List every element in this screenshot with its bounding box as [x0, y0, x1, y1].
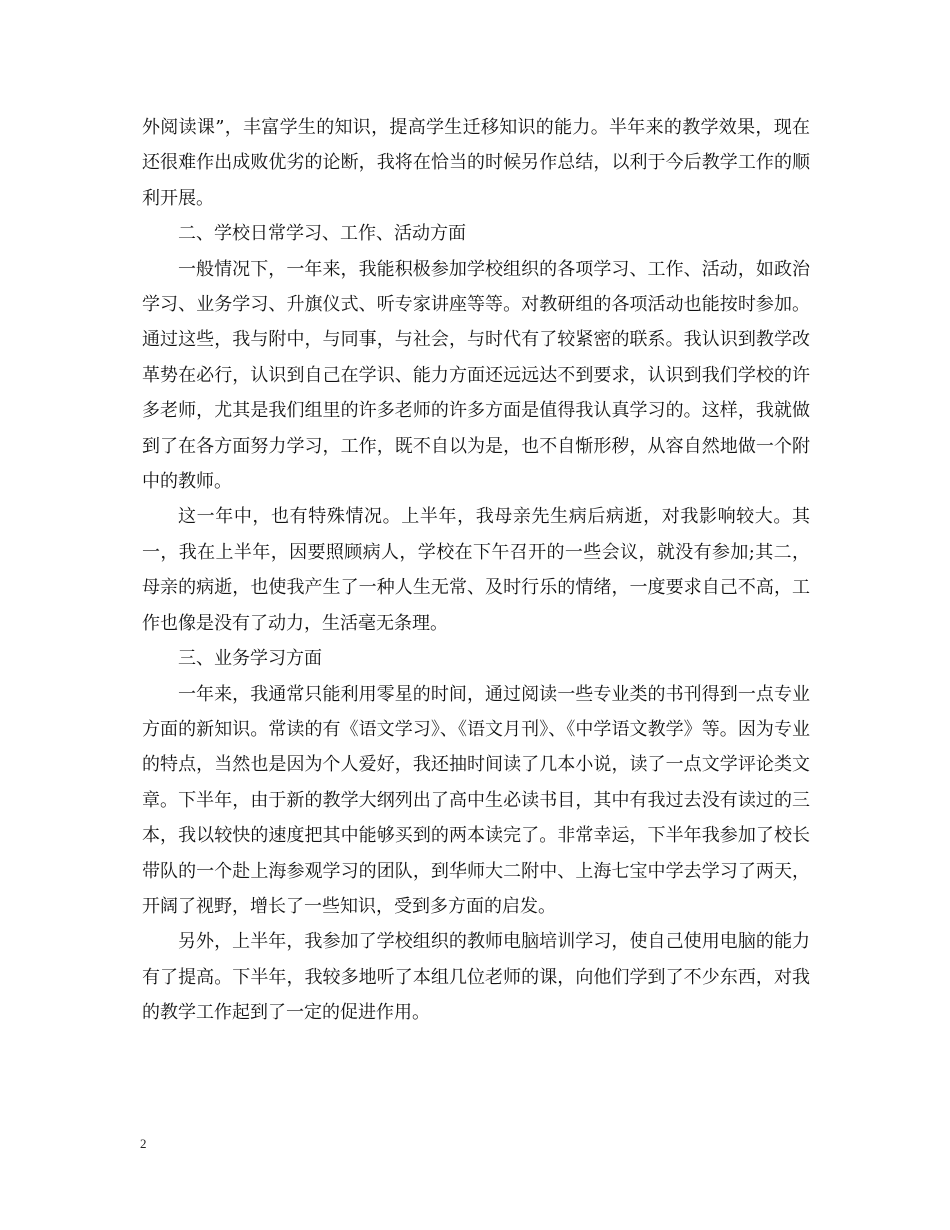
page-number: 2: [140, 1136, 147, 1151]
paragraph-additional-training: 另外，上半年，我参加了学校组织的教师电脑培训学习，使自己使用电脑的能力有了提高。下半年，我较多地听了本组几位老师的课，向他们学到了不少东西，对我的教学工作起到了一定的促进作用。: [142, 931, 810, 1024]
paragraph-professional-study: 一年来，我通常只能利用零星的时间，通过阅读一些专业类的书刊得到一点专业方面的新知识。常读的有《语文学习》、《语文月刊》、《中学语文教学》等。因为专业的特点，当然也是因为个人爱好，我还抽时间读了几本小说，读了一点文学评论类文章。下半年，由于新的教学大纲列出了高中生必读书目，其中有我过去没有读过的三本，我以较快的速度把其中能够买到的两本读完了。非常幸运，下半年我参加了校长带队的一个赴上海参观学习的团队，到华师大二附中、上海七宝中学去学习了两天，开阔了视野，增长了一些知识，受到多方面的启发。: [142, 683, 810, 917]
section-heading-professional-study: 三、业务学习方面: [178, 648, 322, 670]
page-body: [142, 110, 810, 1031]
paragraph-special-situation: 这一年中，也有特殊情况。上半年，我母亲先生病后病逝，对我影响较大。其一，我在上半年，因要照顾病人，学校在下午召开的一些会议，就没有参加;其二，母亲的病逝，也使我产生了一种人生无常、及时行乐的情绪，一度要求自己不高，工作也像是没有了动力，生活毫无条理。: [142, 506, 810, 634]
paragraph-continuation: 外阅读课”，丰富学生的知识，提高学生迁移知识的能力。半年来的教学效果，现在还很难作出成败优劣的论断，我将在恰当的时候另作总结，以利于今后教学工作的顺利开展。: [142, 117, 810, 209]
section-heading-daily-activities: 二、学校日常学习、工作、活动方面: [178, 223, 466, 245]
paragraph-general-situation: 一般情况下，一年来，我能积极参加学校组织的各项学习、工作、活动，如政治学习、业务学习、升旗仪式、听专家讲座等等。对教研组的各项活动也能按时参加。通过这些，我与附中，与同事，与社会，与时代有了较紧密的联系。我认识到教学改革势在必行，认识到自己在学识、能力方面还远远达不到要求，认识到我们学校的许多老师，尤其是我们组里的许多老师的许多方面是值得我认真学习的。这样，我就做到了在各方面努力学习，工作，既不自以为是，也不自惭形秽，从容自然地做一个附中的教师。: [142, 258, 810, 493]
